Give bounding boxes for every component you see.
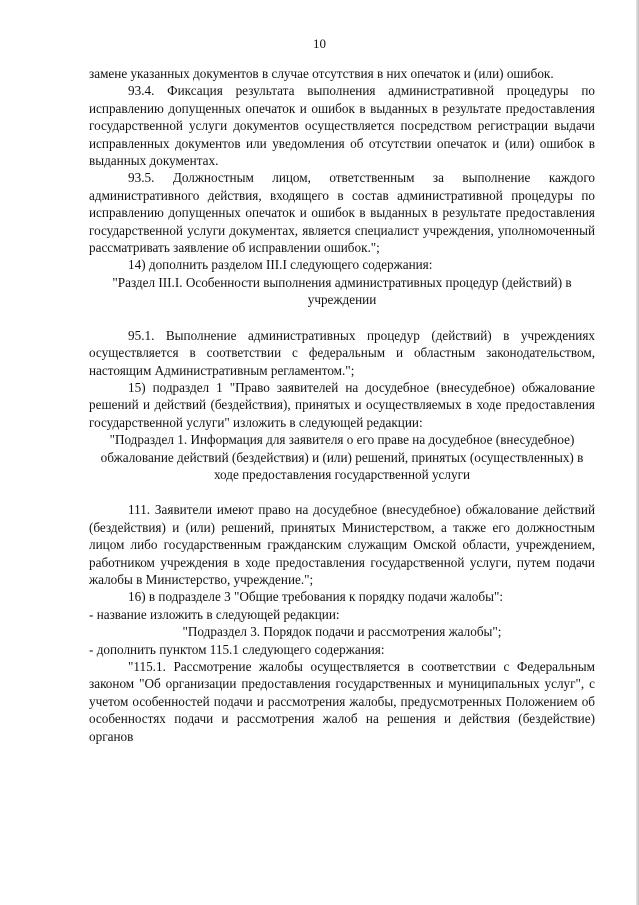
paragraph-95-1: 95.1. Выполнение административных процедур (действий) в учреждениях осуществляется в соответствии с федеральным и областным законодательством, настоящим Административным регламентом.";: [89, 327, 595, 378]
paragraph-115-1: "115.1. Рассмотрение жалобы осуществляется в соответствии с Федеральным законом "Об организации предоставления государственных и муниципальных услуг", с учетом особенностей подачи и рассмотрения жалобы, предусмотренных Положением об особенностях подачи и рассмотрения жалоб на решения и действия (бездействие) органов: [89, 659, 595, 744]
spacer: [89, 483, 595, 501]
paragraph-item-16: 16) в подразделе 3 "Общие требования к порядку подачи жалобы":: [128, 589, 504, 605]
paragraph-continuation: замене указанных документов в случае отсутствия в них опечаток и (или) ошибок.: [89, 66, 554, 81]
paragraph-93-4: 93.4. Фиксация результата выполнения административной процедуры по исправлению допущенных опечаток и ошибок в выданных в результате предоставления государственной услуги документов осуществляется посредством регистрации выдачи исправленных документов или уведомления об отсутствии опечаток и (или) ошибок в выданных документах.: [89, 83, 595, 169]
document-body: [89, 65, 595, 745]
spacer: [89, 309, 595, 327]
list-item-add-115-1: - дополнить пунктом 115.1 следующего содержания:: [89, 641, 385, 657]
paragraph-item-14: 14) дополнить разделом III.I следующего содержания:: [128, 257, 433, 273]
page-number: 10: [313, 36, 326, 51]
subsection-heading-1: "Подраздел 1. Информация для заявителя о его праве на досудебное (внесудебное) обжалование действий (бездействия) и (или) решений, принятых (осуществленных) в ходе предоставления государственной услуги: [100, 432, 584, 482]
paragraph-111: 111. Заявители имеют право на досудебное (внесудебное) обжалование действий (бездействия) и (или) решений, принятых Министерством, а также его должностным лицом либо государственным гражданским служащим Омской области, учреждением, работником учреждения в ходе предоставления государственной услуги, путем подачи жалобы в Министерство, учреждение.";: [89, 502, 595, 587]
paragraph-93-5: 93.5. Должностным лицом, ответственным за выполнение каждого административного действия, входящего в состав административной процедуры по исправлению допущенных опечаток и ошибок в выданных в результате предоставления государственной услуги документах, является специалист учреждения, уполномоченный рассматривать заявление об исправлении ошибок.";: [89, 170, 595, 256]
paragraph-item-15: 15) подраздел 1 "Право заявителей на досудебное (внесудебное) обжалование решений и действий (бездействия), принятых и осуществляемых в ходе предоставления государственной услуги" изложить в следующей редакции:: [89, 379, 595, 430]
list-item-rename: - название изложить в следующей редакции:: [89, 606, 340, 622]
section-heading-iii-i: "Раздел III.I. Особенности выполнения административных процедур (действий) в учреждении: [112, 274, 572, 308]
subsection-heading-3: "Подраздел 3. Порядок подачи и рассмотрения жалобы";: [182, 624, 502, 640]
